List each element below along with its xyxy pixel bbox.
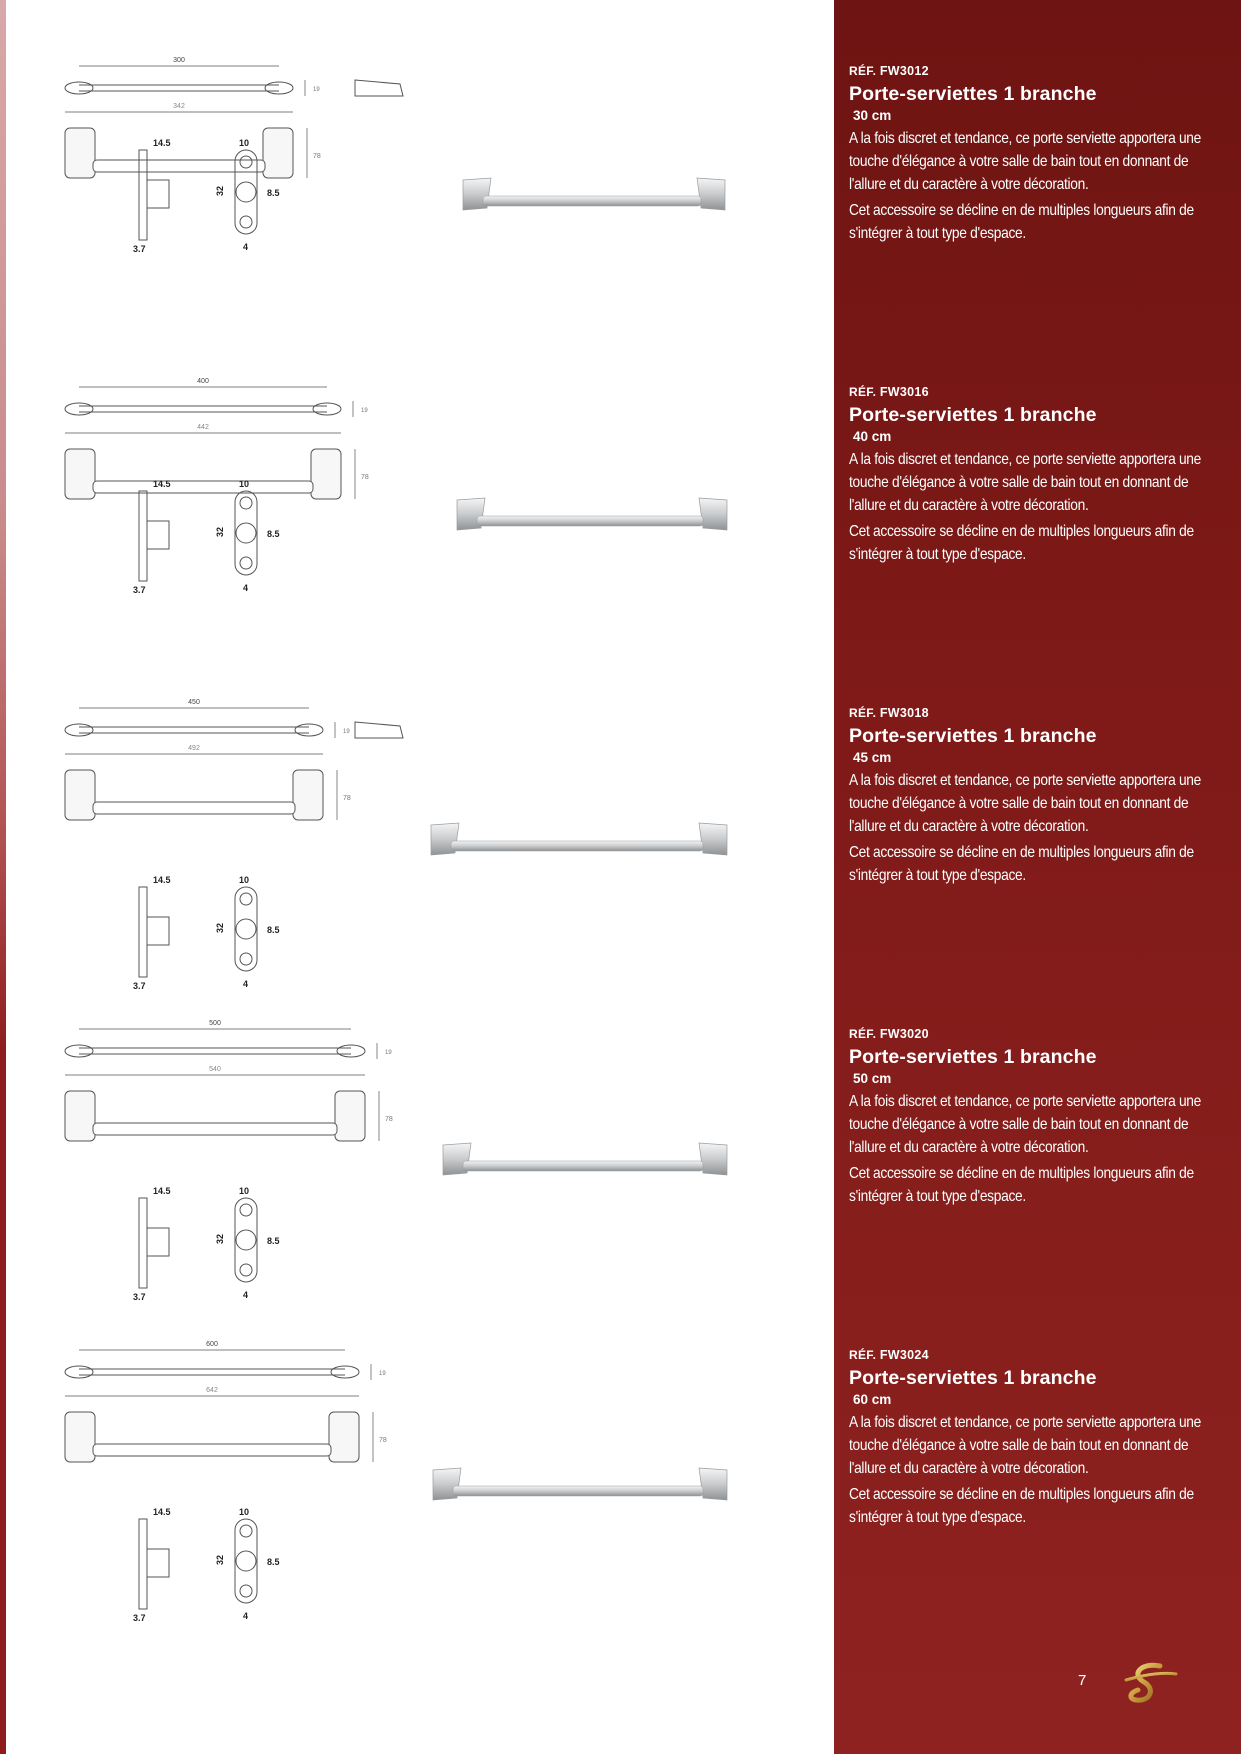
towel-bar-bracket-right — [697, 178, 725, 210]
product-info — [849, 0, 1229, 248]
product-title: Porte-serviettes 1 branche — [849, 1367, 1097, 1389]
description-paragraph-1: A la fois discret et tendance, ce porte serviette apportera une touche d'élégance à votre salle de bain tout en donnant de l'allure et du caractère à votre décoration. — [849, 1414, 1202, 1477]
product-row — [0, 0, 1241, 321]
dimension-height-label: 78 — [379, 1437, 387, 1444]
dimension-gap-label: 4 — [243, 1290, 249, 1300]
detail-side-block — [147, 521, 169, 549]
dimension-height-label: 78 — [385, 1116, 393, 1123]
ref-prefix: RÉF. — [849, 64, 877, 78]
front-view-bar — [93, 481, 313, 493]
product-row — [0, 1284, 1241, 1623]
dimension-h-label: 32 — [215, 922, 225, 933]
dimension-h-label: 32 — [215, 1554, 225, 1565]
dimension-height-label: 78 — [361, 474, 369, 481]
description-paragraph-2: Cet accessoire se décline en de multiples longueurs afin de s'intégrer à tout type d'espace. — [849, 1165, 1194, 1205]
towel-bar-svg — [425, 1284, 825, 1605]
front-view-bracket-right — [335, 1091, 365, 1141]
product-ref — [849, 1027, 1229, 1041]
towel-bar-bracket-right — [699, 1143, 727, 1175]
dimension-inner-label: 300 — [173, 57, 185, 64]
dimension-hole-label: 8.5 — [267, 529, 280, 539]
description-paragraph-1: A la fois discret et tendance, ce porte serviette apportera une touche d'élégance à votre salle de bain tout en donnant de l'allure et du caractère à votre décoration. — [849, 130, 1202, 193]
product-description — [849, 769, 1219, 887]
detail-hole-top — [240, 893, 252, 905]
front-view-bracket-right — [293, 770, 323, 820]
technical-drawing-svg — [55, 1284, 425, 1623]
detail-hole-center — [236, 919, 256, 939]
detail-hole-center — [236, 523, 256, 543]
towel-bar-svg — [425, 0, 825, 321]
front-view-bracket-left — [65, 128, 95, 178]
top-view-end-left — [65, 724, 93, 736]
dimension-outer-label: 342 — [173, 103, 185, 110]
top-view-end-left — [65, 403, 93, 415]
dimension-base-label: 3.7 — [133, 244, 146, 254]
towel-bar-bracket-right — [699, 823, 727, 855]
product-photo — [425, 1284, 825, 1605]
front-view-bracket-left — [65, 1412, 95, 1462]
towel-bar-rod — [477, 516, 703, 526]
dimension-height-label: 78 — [343, 795, 351, 802]
dimension-base-label: 3.7 — [133, 1292, 146, 1302]
ref-code: FW3020 — [879, 1027, 929, 1041]
product-title: Porte-serviettes 1 branche — [849, 725, 1097, 747]
front-view-bar — [93, 802, 295, 814]
dimension-d-label: 10 — [239, 1507, 250, 1517]
detail-front-plate — [235, 1519, 257, 1603]
description-paragraph-1: A la fois discret et tendance, ce porte serviette apportera une touche d'élégance à votre salle de bain tout en donnant de l'allure et du caractère à votre décoration. — [849, 772, 1202, 835]
top-view-end-right — [337, 1045, 365, 1057]
product-photo — [425, 963, 825, 1284]
top-view-end-right — [265, 82, 293, 94]
front-view-bracket-right — [329, 1412, 359, 1462]
product-title: Porte-serviettes 1 branche — [849, 83, 1097, 105]
dimension-w-label: 14.5 — [153, 1507, 171, 1517]
product-size: 50 cm — [853, 1071, 892, 1086]
product-info — [849, 1284, 1229, 1532]
towel-bar-rod — [453, 1486, 703, 1496]
dimension-inner-label: 600 — [206, 1341, 218, 1348]
dimension-d-label: 10 — [239, 1186, 250, 1196]
detail-front-plate — [235, 491, 257, 575]
front-view-bar — [93, 1444, 331, 1456]
side-profile — [355, 80, 403, 96]
detail-hole-top — [240, 1525, 252, 1537]
front-view-bar — [93, 160, 265, 172]
brand-logo-icon — [1120, 1660, 1180, 1710]
detail-hole-center — [236, 1230, 256, 1250]
dimension-thickness-label: 19 — [379, 1371, 386, 1377]
detail-side-block — [147, 1549, 169, 1577]
detail-hole-bottom — [240, 216, 252, 228]
top-view-end-right — [295, 724, 323, 736]
front-view-bracket-left — [65, 770, 95, 820]
ref-code: FW3018 — [879, 706, 929, 720]
technical-drawing — [55, 963, 425, 1302]
product-row — [0, 963, 1241, 1302]
front-view-bracket-right — [263, 128, 293, 178]
dimension-thickness-label: 19 — [343, 729, 350, 735]
front-view-bracket-left — [65, 1091, 95, 1141]
description-paragraph-1: A la fois discret et tendance, ce porte serviette apportera une touche d'élégance à votre salle de bain tout en donnant de l'allure et du caractère à votre décoration. — [849, 1093, 1202, 1156]
detail-base-plate — [139, 1519, 147, 1609]
product-description — [849, 1411, 1219, 1529]
product-row — [0, 642, 1241, 991]
detail-hole-top — [240, 497, 252, 509]
dimension-w-label: 14.5 — [153, 479, 171, 489]
dimension-hole-label: 8.5 — [267, 1557, 280, 1567]
towel-bar-svg — [425, 321, 825, 642]
dimension-h-label: 32 — [215, 526, 225, 537]
towel-bar-svg — [425, 642, 825, 963]
product-photo — [425, 321, 825, 642]
ref-prefix: RÉF. — [849, 385, 877, 399]
product-photo — [425, 642, 825, 963]
dimension-gap-label: 4 — [243, 1611, 249, 1621]
product-title: Porte-serviettes 1 branche — [849, 404, 1097, 426]
top-view-end-left — [65, 1045, 93, 1057]
detail-hole-center — [236, 1551, 256, 1571]
detail-side-block — [147, 180, 169, 208]
dimension-w-label: 14.5 — [153, 138, 171, 148]
technical-drawing — [55, 642, 425, 991]
product-info — [849, 642, 1229, 890]
description-paragraph-2: Cet accessoire se décline en de multiples longueurs afin de s'intégrer à tout type d'espace. — [849, 202, 1194, 242]
product-description — [849, 1090, 1219, 1208]
dimension-base-label: 3.7 — [133, 1613, 146, 1623]
dimension-thickness-label: 19 — [361, 408, 368, 414]
dimension-inner-label: 450 — [188, 699, 200, 706]
product-ref — [849, 1348, 1229, 1362]
dimension-w-label: 14.5 — [153, 1186, 171, 1196]
detail-side-block — [147, 917, 169, 945]
side-profile — [355, 722, 403, 738]
detail-hole-center — [236, 182, 256, 202]
dimension-outer-label: 642 — [206, 1387, 218, 1394]
product-ref — [849, 385, 1229, 399]
description-paragraph-1: A la fois discret et tendance, ce porte serviette apportera une touche d'élégance à votre salle de bain tout en donnant de l'allure et du caractère à votre décoration. — [849, 451, 1202, 514]
dimension-outer-label: 492 — [188, 745, 200, 752]
product-description — [849, 127, 1219, 245]
description-paragraph-2: Cet accessoire se décline en de multiples longueurs afin de s'intégrer à tout type d'espace. — [849, 523, 1194, 563]
dimension-outer-label: 442 — [197, 424, 209, 431]
product-info — [849, 321, 1229, 569]
dimension-gap-label: 4 — [243, 242, 249, 252]
product-size: 40 cm — [853, 429, 892, 444]
dimension-inner-label: 500 — [209, 1020, 221, 1027]
dimension-w-label: 14.5 — [153, 875, 171, 885]
detail-base-plate — [139, 491, 147, 581]
technical-drawing — [55, 0, 425, 321]
ref-prefix: RÉF. — [849, 706, 877, 720]
detail-front-plate — [235, 887, 257, 971]
towel-bar-rod — [483, 196, 701, 206]
dimension-gap-label: 4 — [243, 583, 249, 593]
product-description — [849, 448, 1219, 566]
dimension-thickness-label: 19 — [385, 1050, 392, 1056]
detail-hole-bottom — [240, 1264, 252, 1276]
product-title: Porte-serviettes 1 branche — [849, 1046, 1097, 1068]
dimension-d-label: 10 — [239, 479, 250, 489]
technical-drawing-svg — [55, 0, 425, 321]
dimension-outer-label: 540 — [209, 1066, 221, 1073]
towel-bar-bracket-right — [699, 498, 727, 530]
technical-drawing — [55, 1284, 425, 1623]
dimension-hole-label: 8.5 — [267, 1236, 280, 1246]
ref-prefix: RÉF. — [849, 1027, 877, 1041]
detail-base-plate — [139, 1198, 147, 1288]
ref-prefix: RÉF. — [849, 1348, 877, 1362]
product-ref — [849, 64, 1229, 78]
detail-hole-bottom — [240, 557, 252, 569]
dimension-thickness-label: 19 — [313, 87, 320, 93]
dimension-hole-label: 8.5 — [267, 925, 280, 935]
dimension-hole-label: 8.5 — [267, 188, 280, 198]
technical-drawing — [55, 321, 425, 642]
description-paragraph-2: Cet accessoire se décline en de multiples longueurs afin de s'intégrer à tout type d'espace. — [849, 844, 1194, 884]
dimension-d-label: 10 — [239, 138, 250, 148]
top-view-end-left — [65, 82, 93, 94]
ref-code: FW3016 — [879, 385, 929, 399]
product-ref — [849, 706, 1229, 720]
technical-drawing-svg — [55, 321, 425, 642]
detail-hole-bottom — [240, 1585, 252, 1597]
ref-code: FW3024 — [879, 1348, 929, 1362]
product-size: 60 cm — [853, 1392, 892, 1407]
front-view-bracket-left — [65, 449, 95, 499]
dimension-height-label: 78 — [313, 153, 321, 160]
dimension-base-label: 3.7 — [133, 585, 146, 595]
description-paragraph-2: Cet accessoire se décline en de multiples longueurs afin de s'intégrer à tout type d'espace. — [849, 1486, 1194, 1526]
towel-bar-rod — [451, 841, 703, 851]
product-size: 45 cm — [853, 750, 892, 765]
detail-front-plate — [235, 1198, 257, 1282]
front-view-bar — [93, 1123, 337, 1135]
top-view-end-right — [313, 403, 341, 415]
technical-drawing-svg — [55, 642, 425, 991]
dimension-h-label: 32 — [215, 185, 225, 196]
dimension-base-label: 3.7 — [133, 981, 146, 991]
product-info — [849, 963, 1229, 1211]
top-view-end-left — [65, 1366, 93, 1378]
detail-side-block — [147, 1228, 169, 1256]
top-view-end-right — [331, 1366, 359, 1378]
dimension-h-label: 32 — [215, 1233, 225, 1244]
front-view-bracket-right — [311, 449, 341, 499]
product-size: 30 cm — [853, 108, 892, 123]
towel-bar-rod — [463, 1161, 703, 1171]
ref-code: FW3012 — [879, 64, 929, 78]
towel-bar-bracket-right — [699, 1468, 727, 1500]
product-photo — [425, 0, 825, 321]
page-number: 7 — [1078, 1672, 1087, 1689]
product-row — [0, 321, 1241, 642]
dimension-gap-label: 4 — [243, 979, 249, 989]
dimension-inner-label: 400 — [197, 378, 209, 385]
technical-drawing-svg — [55, 963, 425, 1302]
towel-bar-svg — [425, 963, 825, 1284]
dimension-d-label: 10 — [239, 875, 250, 885]
detail-hole-top — [240, 1204, 252, 1216]
